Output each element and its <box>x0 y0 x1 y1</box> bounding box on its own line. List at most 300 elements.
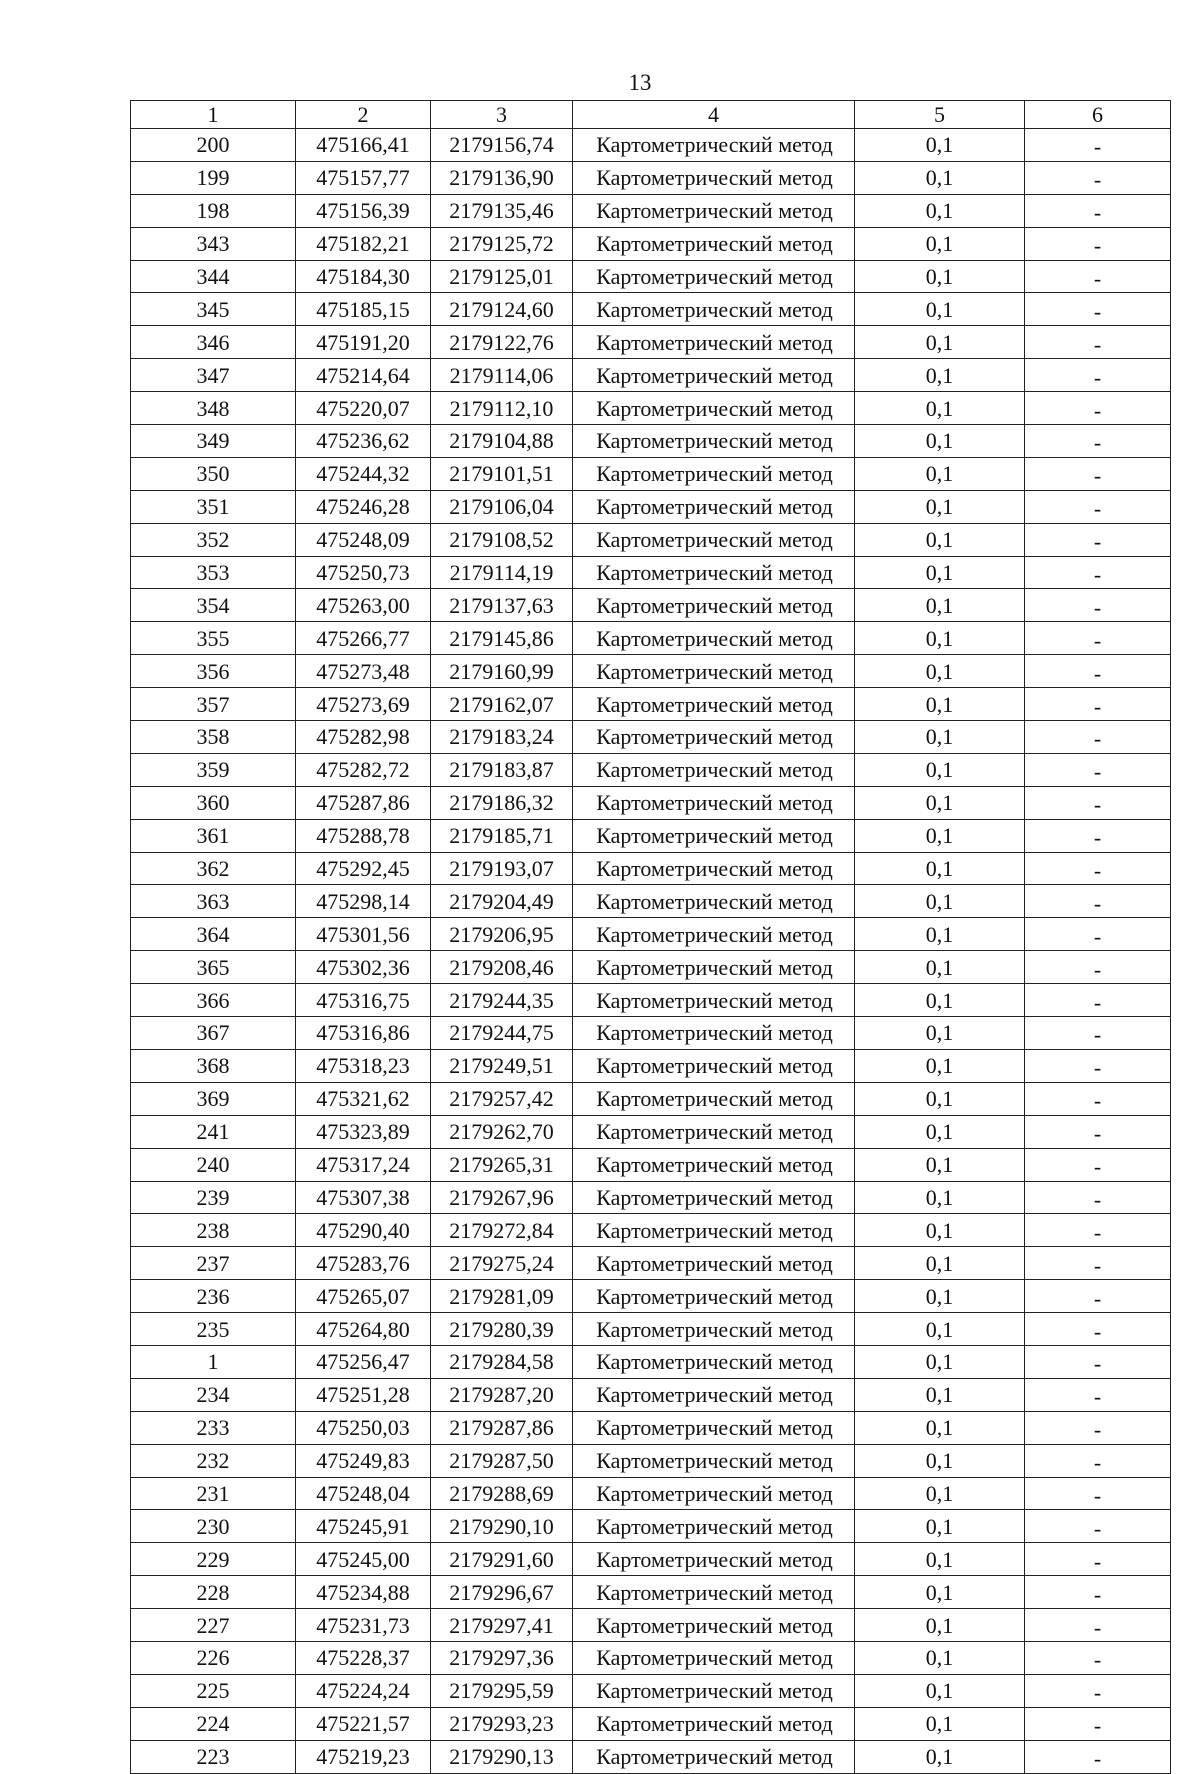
note-cell: - <box>1025 359 1171 392</box>
accuracy-cell: 0,1 <box>855 129 1025 162</box>
table-row <box>131 457 1171 490</box>
point-number-cell: 198 <box>131 194 296 227</box>
method-cell: Картометрический метод <box>573 293 855 326</box>
note-cell: - <box>1025 1181 1171 1214</box>
y-coordinate-cell: 2179114,06 <box>431 359 573 392</box>
point-number-cell: 241 <box>131 1115 296 1148</box>
accuracy-cell: 0,1 <box>855 1707 1025 1740</box>
table-row <box>131 1707 1171 1740</box>
table-row <box>131 1280 1171 1313</box>
accuracy-cell: 0,1 <box>855 786 1025 819</box>
note-cell: - <box>1025 589 1171 622</box>
y-coordinate-cell: 2179156,74 <box>431 129 573 162</box>
y-coordinate-cell: 2179125,01 <box>431 260 573 293</box>
x-coordinate-cell: 475248,09 <box>296 523 431 556</box>
point-number-cell: 224 <box>131 1707 296 1740</box>
table-row <box>131 688 1171 721</box>
x-coordinate-cell: 475282,98 <box>296 721 431 754</box>
table-row <box>131 1017 1171 1050</box>
note-cell: - <box>1025 523 1171 556</box>
accuracy-cell: 0,1 <box>855 1641 1025 1674</box>
point-number-cell: 347 <box>131 359 296 392</box>
method-cell: Картометрический метод <box>573 359 855 392</box>
accuracy-cell: 0,1 <box>855 523 1025 556</box>
table-row <box>131 984 1171 1017</box>
method-cell: Картометрический метод <box>573 885 855 918</box>
x-coordinate-cell: 475249,83 <box>296 1444 431 1477</box>
x-coordinate-cell: 475317,24 <box>296 1148 431 1181</box>
table-row <box>131 1378 1171 1411</box>
point-number-cell: 355 <box>131 622 296 655</box>
table-row <box>131 1641 1171 1674</box>
table-row <box>131 1313 1171 1346</box>
method-cell: Картометрический метод <box>573 1115 855 1148</box>
accuracy-cell: 0,1 <box>855 819 1025 852</box>
accuracy-cell: 0,1 <box>855 260 1025 293</box>
method-cell: Картометрический метод <box>573 1148 855 1181</box>
accuracy-cell: 0,1 <box>855 1477 1025 1510</box>
note-cell: - <box>1025 622 1171 655</box>
note-cell: - <box>1025 129 1171 162</box>
accuracy-cell: 0,1 <box>855 1148 1025 1181</box>
accuracy-cell: 0,1 <box>855 293 1025 326</box>
y-coordinate-cell: 2179206,95 <box>431 918 573 951</box>
table-row <box>131 1247 1171 1280</box>
x-coordinate-cell: 475273,69 <box>296 688 431 721</box>
accuracy-cell: 0,1 <box>855 918 1025 951</box>
method-cell: Картометрический метод <box>573 457 855 490</box>
x-coordinate-cell: 475246,28 <box>296 490 431 523</box>
table-row <box>131 1148 1171 1181</box>
note-cell: - <box>1025 556 1171 589</box>
x-coordinate-cell: 475290,40 <box>296 1214 431 1247</box>
accuracy-cell: 0,1 <box>855 1345 1025 1378</box>
table-row <box>131 194 1171 227</box>
note-cell: - <box>1025 490 1171 523</box>
accuracy-cell: 0,1 <box>855 688 1025 721</box>
point-number-cell: 362 <box>131 852 296 885</box>
table-row <box>131 260 1171 293</box>
note-cell: - <box>1025 819 1171 852</box>
table-row <box>131 1543 1171 1576</box>
point-number-cell: 356 <box>131 655 296 688</box>
note-cell: - <box>1025 984 1171 1017</box>
x-coordinate-cell: 475231,73 <box>296 1609 431 1642</box>
note-cell: - <box>1025 1543 1171 1576</box>
y-coordinate-cell: 2179296,67 <box>431 1576 573 1609</box>
y-coordinate-cell: 2179108,52 <box>431 523 573 556</box>
point-number-cell: 237 <box>131 1247 296 1280</box>
note-cell: - <box>1025 326 1171 359</box>
table-row <box>131 589 1171 622</box>
point-number-cell: 367 <box>131 1017 296 1050</box>
table-row <box>131 326 1171 359</box>
y-coordinate-cell: 2179290,10 <box>431 1510 573 1543</box>
method-cell: Картометрический метод <box>573 1049 855 1082</box>
point-number-cell: 230 <box>131 1510 296 1543</box>
accuracy-cell: 0,1 <box>855 1181 1025 1214</box>
method-cell: Картометрический метод <box>573 721 855 754</box>
note-cell: - <box>1025 1609 1171 1642</box>
note-cell: - <box>1025 227 1171 260</box>
point-number-cell: 233 <box>131 1411 296 1444</box>
note-cell: - <box>1025 425 1171 458</box>
y-coordinate-cell: 2179284,58 <box>431 1345 573 1378</box>
table-row <box>131 1740 1171 1773</box>
y-coordinate-cell: 2179287,86 <box>431 1411 573 1444</box>
point-number-cell: 240 <box>131 1148 296 1181</box>
accuracy-cell: 0,1 <box>855 161 1025 194</box>
accuracy-cell: 0,1 <box>855 984 1025 1017</box>
method-cell: Картометрический метод <box>573 688 855 721</box>
method-cell: Картометрический метод <box>573 1444 855 1477</box>
x-coordinate-cell: 475184,30 <box>296 260 431 293</box>
method-cell: Картометрический метод <box>573 951 855 984</box>
accuracy-cell: 0,1 <box>855 622 1025 655</box>
x-coordinate-cell: 475256,47 <box>296 1345 431 1378</box>
x-coordinate-cell: 475283,76 <box>296 1247 431 1280</box>
y-coordinate-cell: 2179125,72 <box>431 227 573 260</box>
note-cell: - <box>1025 392 1171 425</box>
x-coordinate-cell: 475220,07 <box>296 392 431 425</box>
note-cell: - <box>1025 786 1171 819</box>
x-coordinate-cell: 475263,00 <box>296 589 431 622</box>
note-cell: - <box>1025 1115 1171 1148</box>
method-cell: Картометрический метод <box>573 1214 855 1247</box>
accuracy-cell: 0,1 <box>855 1247 1025 1280</box>
accuracy-cell: 0,1 <box>855 392 1025 425</box>
point-number-cell: 368 <box>131 1049 296 1082</box>
note-cell: - <box>1025 1576 1171 1609</box>
method-cell: Картометрический метод <box>573 1345 855 1378</box>
point-number-cell: 345 <box>131 293 296 326</box>
accuracy-cell: 0,1 <box>855 1674 1025 1707</box>
y-coordinate-cell: 2179265,31 <box>431 1148 573 1181</box>
accuracy-cell: 0,1 <box>855 1510 1025 1543</box>
table-row <box>131 392 1171 425</box>
table-row <box>131 819 1171 852</box>
method-cell: Картометрический метод <box>573 194 855 227</box>
point-number-cell: 229 <box>131 1543 296 1576</box>
point-number-cell: 352 <box>131 523 296 556</box>
x-coordinate-cell: 475157,77 <box>296 161 431 194</box>
table-row <box>131 1345 1171 1378</box>
y-coordinate-cell: 2179183,87 <box>431 753 573 786</box>
method-cell: Картометрический метод <box>573 1477 855 1510</box>
table-row <box>131 885 1171 918</box>
x-coordinate-cell: 475302,36 <box>296 951 431 984</box>
table-row <box>131 655 1171 688</box>
y-coordinate-cell: 2179106,04 <box>431 490 573 523</box>
accuracy-cell: 0,1 <box>855 1313 1025 1346</box>
point-number-cell: 365 <box>131 951 296 984</box>
accuracy-cell: 0,1 <box>855 1378 1025 1411</box>
note-cell: - <box>1025 721 1171 754</box>
table-row <box>131 1444 1171 1477</box>
y-coordinate-cell: 2179262,70 <box>431 1115 573 1148</box>
table-row <box>131 161 1171 194</box>
accuracy-cell: 0,1 <box>855 951 1025 984</box>
note-cell: - <box>1025 1049 1171 1082</box>
x-coordinate-cell: 475316,86 <box>296 1017 431 1050</box>
accuracy-cell: 0,1 <box>855 326 1025 359</box>
x-coordinate-cell: 475228,37 <box>296 1641 431 1674</box>
method-cell: Картометрический метод <box>573 326 855 359</box>
method-cell: Картометрический метод <box>573 918 855 951</box>
accuracy-cell: 0,1 <box>855 457 1025 490</box>
point-number-cell: 234 <box>131 1378 296 1411</box>
method-cell: Картометрический метод <box>573 1641 855 1674</box>
note-cell: - <box>1025 1148 1171 1181</box>
y-coordinate-cell: 2179122,76 <box>431 326 573 359</box>
y-coordinate-cell: 2179257,42 <box>431 1082 573 1115</box>
method-cell: Картометрический метод <box>573 129 855 162</box>
accuracy-cell: 0,1 <box>855 1740 1025 1773</box>
note-cell: - <box>1025 1510 1171 1543</box>
accuracy-cell: 0,1 <box>855 1214 1025 1247</box>
accuracy-cell: 0,1 <box>855 852 1025 885</box>
accuracy-cell: 0,1 <box>855 1017 1025 1050</box>
table-row <box>131 1082 1171 1115</box>
note-cell: - <box>1025 655 1171 688</box>
column-header: 2 <box>296 101 431 129</box>
method-cell: Картометрический метод <box>573 1247 855 1280</box>
x-coordinate-cell: 475185,15 <box>296 293 431 326</box>
y-coordinate-cell: 2179124,60 <box>431 293 573 326</box>
x-coordinate-cell: 475156,39 <box>296 194 431 227</box>
x-coordinate-cell: 475245,91 <box>296 1510 431 1543</box>
table-row <box>131 786 1171 819</box>
table-row <box>131 556 1171 589</box>
point-number-cell: 351 <box>131 490 296 523</box>
accuracy-cell: 0,1 <box>855 227 1025 260</box>
x-coordinate-cell: 475292,45 <box>296 852 431 885</box>
note-cell: - <box>1025 951 1171 984</box>
table-row <box>131 1181 1171 1214</box>
y-coordinate-cell: 2179244,35 <box>431 984 573 1017</box>
x-coordinate-cell: 475323,89 <box>296 1115 431 1148</box>
point-number-cell: 350 <box>131 457 296 490</box>
y-coordinate-cell: 2179185,71 <box>431 819 573 852</box>
table-row <box>131 753 1171 786</box>
table-row <box>131 293 1171 326</box>
y-coordinate-cell: 2179275,24 <box>431 1247 573 1280</box>
note-cell: - <box>1025 1674 1171 1707</box>
note-cell: - <box>1025 1641 1171 1674</box>
note-cell: - <box>1025 260 1171 293</box>
method-cell: Картометрический метод <box>573 1017 855 1050</box>
x-coordinate-cell: 475191,20 <box>296 326 431 359</box>
method-cell: Картометрический метод <box>573 1510 855 1543</box>
x-coordinate-cell: 475318,23 <box>296 1049 431 1082</box>
x-coordinate-cell: 475298,14 <box>296 885 431 918</box>
point-number-cell: 239 <box>131 1181 296 1214</box>
note-cell: - <box>1025 161 1171 194</box>
note-cell: - <box>1025 1313 1171 1346</box>
method-cell: Картометрический метод <box>573 819 855 852</box>
y-coordinate-cell: 2179204,49 <box>431 885 573 918</box>
note-cell: - <box>1025 293 1171 326</box>
point-number-cell: 353 <box>131 556 296 589</box>
method-cell: Картометрический метод <box>573 1082 855 1115</box>
point-number-cell: 227 <box>131 1609 296 1642</box>
point-number-cell: 369 <box>131 1082 296 1115</box>
method-cell: Картометрический метод <box>573 1609 855 1642</box>
y-coordinate-cell: 2179281,09 <box>431 1280 573 1313</box>
y-coordinate-cell: 2179112,10 <box>431 392 573 425</box>
y-coordinate-cell: 2179280,39 <box>431 1313 573 1346</box>
x-coordinate-cell: 475251,28 <box>296 1378 431 1411</box>
column-header: 1 <box>131 101 296 129</box>
x-coordinate-cell: 475266,77 <box>296 622 431 655</box>
note-cell: - <box>1025 1707 1171 1740</box>
accuracy-cell: 0,1 <box>855 1411 1025 1444</box>
accuracy-cell: 0,1 <box>855 753 1025 786</box>
table-row <box>131 1609 1171 1642</box>
table-header-row <box>131 101 1171 129</box>
x-coordinate-cell: 475288,78 <box>296 819 431 852</box>
y-coordinate-cell: 2179183,24 <box>431 721 573 754</box>
y-coordinate-cell: 2179293,23 <box>431 1707 573 1740</box>
note-cell: - <box>1025 1345 1171 1378</box>
accuracy-cell: 0,1 <box>855 1280 1025 1313</box>
accuracy-cell: 0,1 <box>855 721 1025 754</box>
accuracy-cell: 0,1 <box>855 1049 1025 1082</box>
y-coordinate-cell: 2179290,13 <box>431 1740 573 1773</box>
column-header: 3 <box>431 101 573 129</box>
accuracy-cell: 0,1 <box>855 556 1025 589</box>
point-number-cell: 363 <box>131 885 296 918</box>
coordinates-table <box>130 100 1171 1774</box>
column-header: 4 <box>573 101 855 129</box>
x-coordinate-cell: 475234,88 <box>296 1576 431 1609</box>
point-number-cell: 226 <box>131 1641 296 1674</box>
y-coordinate-cell: 2179135,46 <box>431 194 573 227</box>
x-coordinate-cell: 475265,07 <box>296 1280 431 1313</box>
x-coordinate-cell: 475250,73 <box>296 556 431 589</box>
table-row <box>131 227 1171 260</box>
table-row <box>131 425 1171 458</box>
note-cell: - <box>1025 1247 1171 1280</box>
method-cell: Картометрический метод <box>573 1378 855 1411</box>
x-coordinate-cell: 475287,86 <box>296 786 431 819</box>
method-cell: Картометрический метод <box>573 1280 855 1313</box>
note-cell: - <box>1025 688 1171 721</box>
point-number-cell: 232 <box>131 1444 296 1477</box>
method-cell: Картометрический метод <box>573 753 855 786</box>
x-coordinate-cell: 475264,80 <box>296 1313 431 1346</box>
note-cell: - <box>1025 1477 1171 1510</box>
y-coordinate-cell: 2179114,19 <box>431 556 573 589</box>
x-coordinate-cell: 475166,41 <box>296 129 431 162</box>
point-number-cell: 344 <box>131 260 296 293</box>
accuracy-cell: 0,1 <box>855 1082 1025 1115</box>
table-row <box>131 1510 1171 1543</box>
y-coordinate-cell: 2179136,90 <box>431 161 573 194</box>
note-cell: - <box>1025 852 1171 885</box>
method-cell: Картометрический метод <box>573 260 855 293</box>
note-cell: - <box>1025 194 1171 227</box>
x-coordinate-cell: 475273,48 <box>296 655 431 688</box>
method-cell: Картометрический метод <box>573 1543 855 1576</box>
accuracy-cell: 0,1 <box>855 1444 1025 1477</box>
x-coordinate-cell: 475224,24 <box>296 1674 431 1707</box>
method-cell: Картометрический метод <box>573 984 855 1017</box>
table-row <box>131 622 1171 655</box>
table-row <box>131 1115 1171 1148</box>
note-cell: - <box>1025 1740 1171 1773</box>
point-number-cell: 346 <box>131 326 296 359</box>
note-cell: - <box>1025 885 1171 918</box>
x-coordinate-cell: 475214,64 <box>296 359 431 392</box>
table-row <box>131 129 1171 162</box>
page-number: 13 <box>628 70 652 95</box>
point-number-cell: 359 <box>131 753 296 786</box>
point-number-cell: 236 <box>131 1280 296 1313</box>
method-cell: Картометрический метод <box>573 161 855 194</box>
y-coordinate-cell: 2179145,86 <box>431 622 573 655</box>
table-row <box>131 1576 1171 1609</box>
note-cell: - <box>1025 1280 1171 1313</box>
column-header: 5 <box>855 101 1025 129</box>
point-number-cell: 364 <box>131 918 296 951</box>
x-coordinate-cell: 475245,00 <box>296 1543 431 1576</box>
accuracy-cell: 0,1 <box>855 885 1025 918</box>
method-cell: Картометрический метод <box>573 392 855 425</box>
y-coordinate-cell: 2179208,46 <box>431 951 573 984</box>
x-coordinate-cell: 475321,62 <box>296 1082 431 1115</box>
y-coordinate-cell: 2179295,59 <box>431 1674 573 1707</box>
method-cell: Картометрический метод <box>573 523 855 556</box>
method-cell: Картометрический метод <box>573 589 855 622</box>
method-cell: Картометрический метод <box>573 786 855 819</box>
method-cell: Картометрический метод <box>573 1411 855 1444</box>
y-coordinate-cell: 2179272,84 <box>431 1214 573 1247</box>
method-cell: Картометрический метод <box>573 655 855 688</box>
accuracy-cell: 0,1 <box>855 490 1025 523</box>
table-row <box>131 1049 1171 1082</box>
point-number-cell: 225 <box>131 1674 296 1707</box>
point-number-cell: 348 <box>131 392 296 425</box>
y-coordinate-cell: 2179249,51 <box>431 1049 573 1082</box>
point-number-cell: 238 <box>131 1214 296 1247</box>
x-coordinate-cell: 475236,62 <box>296 425 431 458</box>
accuracy-cell: 0,1 <box>855 1543 1025 1576</box>
method-cell: Картометрический метод <box>573 425 855 458</box>
x-coordinate-cell: 475307,38 <box>296 1181 431 1214</box>
method-cell: Картометрический метод <box>573 1313 855 1346</box>
method-cell: Картометрический метод <box>573 622 855 655</box>
y-coordinate-cell: 2179291,60 <box>431 1543 573 1576</box>
method-cell: Картометрический метод <box>573 556 855 589</box>
point-number-cell: 199 <box>131 161 296 194</box>
y-coordinate-cell: 2179104,88 <box>431 425 573 458</box>
table-row <box>131 852 1171 885</box>
y-coordinate-cell: 2179186,32 <box>431 786 573 819</box>
method-cell: Картометрический метод <box>573 852 855 885</box>
note-cell: - <box>1025 1444 1171 1477</box>
x-coordinate-cell: 475182,21 <box>296 227 431 260</box>
y-coordinate-cell: 2179297,41 <box>431 1609 573 1642</box>
x-coordinate-cell: 475250,03 <box>296 1411 431 1444</box>
point-number-cell: 200 <box>131 129 296 162</box>
point-number-cell: 223 <box>131 1740 296 1773</box>
column-header: 6 <box>1025 101 1171 129</box>
table-row <box>131 359 1171 392</box>
accuracy-cell: 0,1 <box>855 359 1025 392</box>
method-cell: Картометрический метод <box>573 1674 855 1707</box>
table-row <box>131 1674 1171 1707</box>
